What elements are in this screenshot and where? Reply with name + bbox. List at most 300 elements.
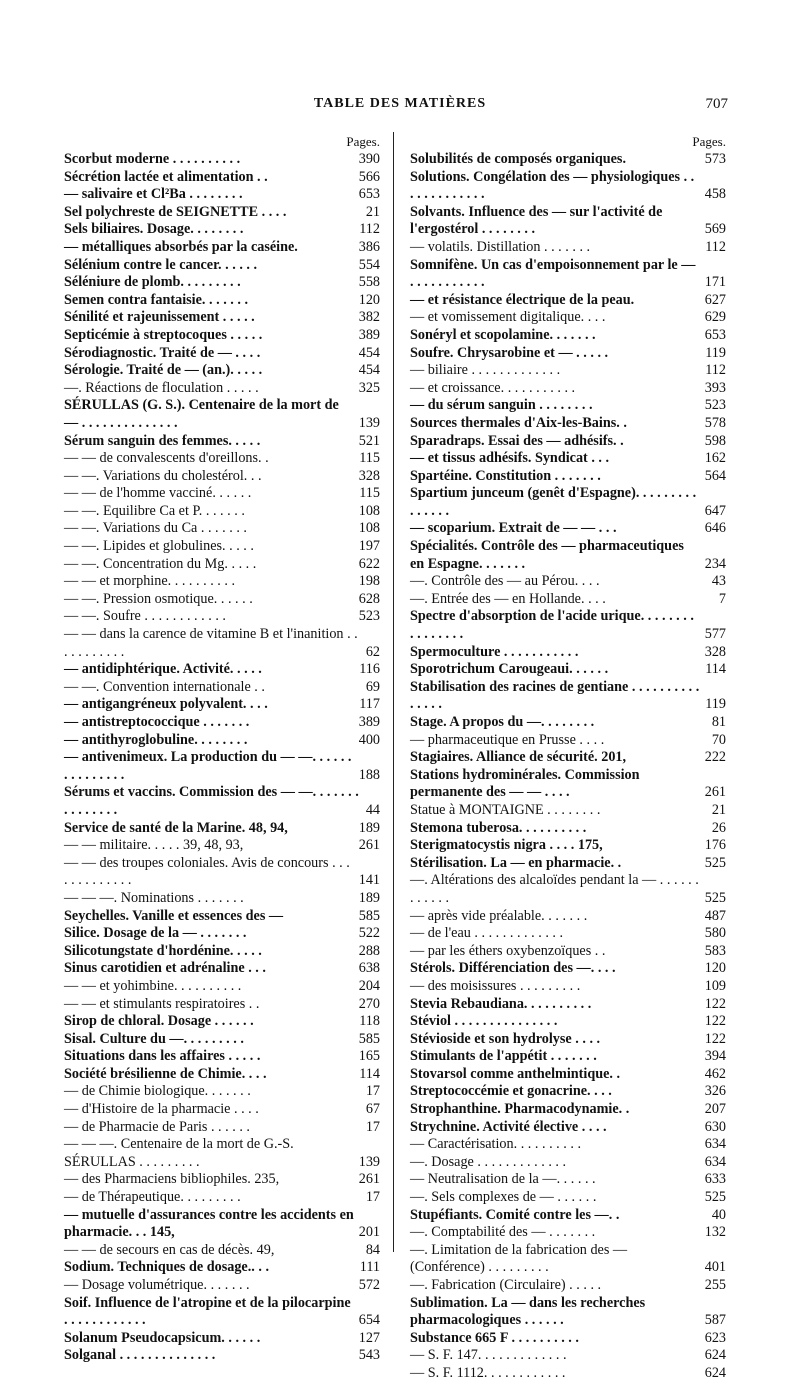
index-entry xyxy=(64,257,380,275)
index-entry xyxy=(410,872,726,907)
entry-page: 629 xyxy=(704,309,726,326)
entry-page: 390 xyxy=(358,151,380,167)
entry-page: 111 xyxy=(359,1259,380,1276)
index-column-left xyxy=(64,132,380,1365)
entry-page: 653 xyxy=(704,326,726,343)
index-entry xyxy=(410,292,726,310)
entry-text: —. Comptabilité des — . . . . . . . xyxy=(410,1224,596,1241)
entry-text: Sécrétion lactée et alimentation . . xyxy=(64,168,268,185)
entry-page: 401 xyxy=(704,1259,726,1276)
entry-text: — antithyroglobuline. . . . . . . . xyxy=(64,731,248,748)
index-entry xyxy=(64,186,380,204)
entry-page: 583 xyxy=(704,942,726,959)
index-entry xyxy=(410,1242,726,1277)
entry-page: 630 xyxy=(704,1118,726,1135)
entry-text: Stéviol . . . . . . . . . . . . . . . xyxy=(410,1013,558,1030)
entry-page: 634 xyxy=(704,1136,726,1153)
entry-page: 112 xyxy=(705,238,726,255)
index-entry xyxy=(64,626,380,661)
entry-text: — scoparium. Extrait de — — . . . xyxy=(410,520,617,537)
entry-text: Stations hydrominérales. Commission permanente des — — . . . . xyxy=(410,766,640,801)
entry-text: Scorbut moderne . . . . . . . . . . xyxy=(64,151,241,167)
entry-page: 564 xyxy=(704,467,726,484)
entry-text: Silicotungstate d'hordénine. . . . . xyxy=(64,942,262,959)
entry-page: 255 xyxy=(704,1277,726,1293)
entry-text: — antivenimeux. La production du — —. . . . . . . . . . . . . . . xyxy=(64,749,352,783)
index-entry xyxy=(410,415,726,433)
entry-page: 197 xyxy=(358,538,380,555)
entry-text: Sublimation. La — dans les recherches pharmacologiques . . . . . . xyxy=(410,1294,646,1329)
entry-text: Solvants. Influence des — sur l'activité de l'ergostérol . . . . . . . . xyxy=(410,203,663,238)
entry-page: 577 xyxy=(704,626,726,643)
entry-page: 234 xyxy=(704,555,726,572)
entry-text: — des Pharmaciens bibliophiles. 235, xyxy=(64,1171,280,1188)
entry-page: 67 xyxy=(365,1101,380,1118)
index-entry xyxy=(64,292,380,310)
entry-text: — de Chimie biologique. . . . . . . xyxy=(64,1083,251,1100)
entry-text: Silice. Dosage de la — . . . . . . . xyxy=(64,925,247,942)
index-entry xyxy=(64,696,380,714)
index-entry xyxy=(410,714,726,732)
entry-text: Sodium. Techniques de dosage.. . . xyxy=(64,1259,269,1276)
entry-text: Strophanthine. Pharmacodynamie. . xyxy=(410,1101,630,1118)
index-entry xyxy=(410,925,726,943)
index-entry xyxy=(64,362,380,380)
page-header xyxy=(0,96,800,118)
index-entry xyxy=(410,1347,726,1365)
entry-page: 189 xyxy=(358,889,380,906)
entry-page: 628 xyxy=(358,590,380,607)
entry-text: — de l'eau . . . . . . . . . . . . . xyxy=(410,925,564,942)
entry-page: 572 xyxy=(358,1277,380,1293)
entry-text: Sel polychreste de SEIGNETTE . . . . xyxy=(64,203,287,220)
index-entry xyxy=(64,309,380,327)
entry-text: — et résistance électrique de la peau. xyxy=(410,291,635,308)
index-entry xyxy=(410,1031,726,1049)
entry-page: 120 xyxy=(358,291,380,308)
entry-text: — de Thérapeutique. . . . . . . . . xyxy=(64,1189,241,1206)
index-entry xyxy=(64,1066,380,1084)
entry-text: Sisal. Culture du —. . . . . . . . . xyxy=(64,1030,244,1047)
entry-page: 120 xyxy=(704,960,726,977)
entry-text: — —. Variations du cholestérol. . . xyxy=(64,467,262,484)
index-entry xyxy=(410,1365,726,1383)
entry-page: 522 xyxy=(358,925,380,942)
entry-page: 585 xyxy=(358,907,380,924)
index-entry xyxy=(410,1136,726,1154)
entry-page: 261 xyxy=(704,784,726,801)
entry-page: 654 xyxy=(358,1312,380,1329)
entry-text: Stovarsol comme anthelmintique. . xyxy=(410,1065,621,1082)
entry-page: 622 xyxy=(358,555,380,572)
entry-text: Sérodiagnostic. Traité de — . . . . xyxy=(64,344,261,361)
entry-page: 44 xyxy=(365,801,380,818)
entry-page: 328 xyxy=(704,643,726,660)
entry-text: — S. F. 147. . . . . . . . . . . . . xyxy=(410,1347,567,1364)
entry-text: Stabilisation des racines de gentiane . . . . . . . . . . . . . . . xyxy=(410,678,700,713)
index-entry xyxy=(410,820,726,838)
entry-page: 40 xyxy=(711,1206,726,1223)
entry-page: 114 xyxy=(705,661,726,678)
entry-text: Société brésilienne de Chimie. . . . xyxy=(64,1065,267,1082)
entry-text: — d'Histoire de la pharmacie . . . . xyxy=(64,1101,259,1118)
entry-text: — de Pharmacie de Paris . . . . . . xyxy=(64,1118,250,1135)
entry-text: — par les éthers oxybenzoïques . . xyxy=(410,942,606,959)
index-entry xyxy=(410,1189,726,1207)
index-entry xyxy=(64,1277,380,1295)
entry-text: —. Altérations des alcaloïdes pendant la — . . . . . . . . . . . . xyxy=(410,872,699,906)
index-entry xyxy=(64,345,380,363)
entry-page: 188 xyxy=(358,766,380,783)
entry-text: — et vomissement digitalique. . . . xyxy=(410,309,606,326)
index-entry xyxy=(410,608,726,643)
index-entry xyxy=(410,1207,726,1225)
entry-text: Stévioside et son hydrolyse . . . . xyxy=(410,1030,601,1047)
index-entry xyxy=(410,450,726,468)
index-entry xyxy=(410,1295,726,1330)
entry-text: — Neutralisation de la —. . . . . . xyxy=(410,1171,596,1188)
entry-text: Soufre. Chrysarobine et — . . . . . xyxy=(410,344,609,361)
entry-page: 558 xyxy=(358,274,380,291)
entry-text: Statue à MONTAIGNE . . . . . . . . xyxy=(410,801,601,818)
index-entry xyxy=(410,433,726,451)
index-entry xyxy=(64,450,380,468)
entry-text: Solutions. Congélation des — physiologiques . . . . . . . . . . . . . xyxy=(410,168,695,203)
entry-page: 525 xyxy=(704,854,726,871)
index-entry xyxy=(410,1171,726,1189)
index-entry xyxy=(410,767,726,802)
entry-text: — des moisissures . . . . . . . . . xyxy=(410,977,581,994)
entry-page: 204 xyxy=(358,977,380,994)
entry-text: Sérum sanguin des femmes. . . . . xyxy=(64,432,261,449)
index-entry xyxy=(410,1277,726,1295)
entry-text: Semen contra fantaisie. . . . . . . xyxy=(64,291,249,308)
entry-text: Sels biliaires. Dosage. . . . . . . . xyxy=(64,221,244,238)
entry-text: — S. F. 1112. . . . . . . . . . . . xyxy=(410,1364,566,1381)
entry-page: 454 xyxy=(358,362,380,379)
index-entry xyxy=(410,644,726,662)
index-entry xyxy=(64,890,380,908)
entry-page: 454 xyxy=(358,344,380,361)
entry-text: —. Dosage . . . . . . . . . . . . . xyxy=(410,1153,567,1170)
entry-page: 585 xyxy=(358,1030,380,1047)
index-entry xyxy=(410,996,726,1014)
entry-page: 81 xyxy=(711,714,726,730)
index-entry xyxy=(410,591,726,609)
index-entry xyxy=(64,1119,380,1137)
entry-page: 116 xyxy=(359,661,380,678)
entry-text: — du sérum sanguin . . . . . . . . xyxy=(410,397,593,414)
entry-text: Soif. Influence de l'atropine et de la pilocarpine . . . . . . . . . . . . xyxy=(64,1294,351,1329)
entry-text: —. Sels complexes de — . . . . . . xyxy=(410,1189,597,1206)
entry-text: Stérilisation. La — en pharmacie. . xyxy=(410,854,622,871)
entry-page: 525 xyxy=(704,889,726,906)
entry-page: 70 xyxy=(711,731,726,748)
entry-page: 633 xyxy=(704,1171,726,1188)
entry-text: — et tissus adhésifs. Syndicat . . . xyxy=(410,450,610,467)
index-entry xyxy=(64,538,380,556)
entry-text: — —. Lipides et globulines. . . . . xyxy=(64,538,254,555)
entry-text: Sénilité et rajeunissement . . . . . xyxy=(64,309,255,326)
index-entry xyxy=(64,503,380,521)
index-entry xyxy=(64,204,380,222)
entry-page: 624 xyxy=(704,1364,726,1381)
running-title: TABLE DES MATIÈRES xyxy=(313,96,487,111)
entry-page: 389 xyxy=(358,326,380,343)
entry-text: — volatils. Distillation . . . . . . . xyxy=(410,238,591,255)
entry-text: Situations dans les affaires . . . . . xyxy=(64,1048,261,1065)
entry-text: — mutuelle d'assurances contre les accidents en pharmacie. . . 145, xyxy=(64,1206,354,1241)
entry-text: — — dans la carence de vitamine B et l'inanition . . . . . . . . . . . xyxy=(64,626,358,660)
entry-page: 523 xyxy=(358,608,380,625)
entry-text: Service de santé de la Marine. 48, 94, xyxy=(64,819,288,836)
index-entry xyxy=(64,1207,380,1242)
entry-text: Sélénium contre le cancer. . . . . . xyxy=(64,256,258,273)
entry-page: 627 xyxy=(704,291,726,308)
index-entry xyxy=(64,221,380,239)
index-entry xyxy=(64,1031,380,1049)
entry-page: 141 xyxy=(358,872,380,889)
entry-text: —. Réactions de floculation . . . . . xyxy=(64,379,259,396)
entry-page: 17 xyxy=(365,1189,380,1206)
entry-page: 261 xyxy=(358,1171,380,1188)
entry-page: 43 xyxy=(711,573,726,590)
entry-page: 554 xyxy=(358,256,380,273)
index-column-right xyxy=(410,132,726,1383)
entry-text: — métalliques absorbés par la caséine. xyxy=(64,238,298,255)
entry-page: 171 xyxy=(704,274,726,291)
entry-text: Sinus carotidien et adrénaline . . . xyxy=(64,960,266,977)
entry-page: 118 xyxy=(359,1013,380,1030)
index-entry xyxy=(64,274,380,292)
index-entry xyxy=(410,908,726,926)
index-entry xyxy=(64,978,380,996)
index-entry xyxy=(410,661,726,679)
entry-page: 653 xyxy=(358,186,380,203)
entry-text: —. Entrée des — en Hollande. . . . xyxy=(410,590,606,607)
index-entry xyxy=(410,802,726,820)
entry-page: 386 xyxy=(358,238,380,255)
entry-text: — — des troupes coloniales. Avis de concours . . . . . . . . . . . . . xyxy=(64,854,350,889)
entry-text: Strychnine. Activité élective . . . . xyxy=(410,1118,607,1135)
index-entry xyxy=(410,151,726,169)
entry-text: — Caractérisation. . . . . . . . . . xyxy=(410,1136,581,1153)
entry-text: — salivaire et Cl²Ba . . . . . . . . xyxy=(64,186,243,203)
entry-page: 127 xyxy=(358,1329,380,1346)
entry-text: Sporotrichum Carougeaui. . . . . . xyxy=(410,661,609,678)
index-entry xyxy=(64,1101,380,1119)
entry-page: 115 xyxy=(359,450,380,467)
index-entry xyxy=(64,996,380,1014)
entry-page: 623 xyxy=(704,1329,726,1346)
entry-page: 21 xyxy=(711,801,726,818)
entry-page: 189 xyxy=(358,819,380,836)
pages-label: Pages. xyxy=(692,134,726,149)
entry-page: 638 xyxy=(358,960,380,977)
entry-text: Substance 665 F . . . . . . . . . . xyxy=(410,1329,579,1346)
entry-page: 573 xyxy=(704,151,726,167)
entry-text: Spécialités. Contrôle des — pharmaceutiques en Espagne. . . . . . . xyxy=(410,538,684,572)
entry-text: Spermoculture . . . . . . . . . . . xyxy=(410,643,579,660)
entry-text: Stagiaires. Alliance de sécurité. 201, xyxy=(410,749,627,766)
index-entry xyxy=(410,679,726,714)
index-entry xyxy=(64,661,380,679)
entry-text: — antistreptococcique . . . . . . . xyxy=(64,714,250,730)
entry-page: 139 xyxy=(358,414,380,431)
entry-page: 122 xyxy=(704,1030,726,1047)
index-entry xyxy=(410,1154,726,1172)
entry-page: 634 xyxy=(704,1153,726,1170)
entry-page: 21 xyxy=(365,203,380,220)
entry-page: 198 xyxy=(358,573,380,590)
entry-page: 201 xyxy=(358,1224,380,1241)
entry-text: — —. Soufre . . . . . . . . . . . . xyxy=(64,608,226,625)
index-entry xyxy=(410,1083,726,1101)
entry-text: — — —. Nominations . . . . . . . xyxy=(64,889,244,906)
index-entry xyxy=(64,1347,380,1365)
index-entry xyxy=(64,169,380,187)
index-entry xyxy=(410,1119,726,1137)
index-entry xyxy=(64,327,380,345)
index-entry xyxy=(410,978,726,996)
index-entry xyxy=(64,732,380,750)
entry-page: 569 xyxy=(704,221,726,238)
entry-page: 580 xyxy=(704,925,726,942)
page-number: 707 xyxy=(705,96,728,112)
index-entry xyxy=(64,960,380,978)
entry-page: 112 xyxy=(705,362,726,379)
index-entry xyxy=(64,485,380,503)
index-entry xyxy=(410,749,726,767)
entry-text: — —. Variations du Ca . . . . . . . xyxy=(64,520,247,537)
entry-text: Sérums et vaccins. Commission des — —. . . . . . . . . . . . . . . xyxy=(64,784,359,818)
entry-page: 566 xyxy=(358,168,380,185)
index-entry xyxy=(410,397,726,415)
index-entry xyxy=(64,1242,380,1260)
index-entry xyxy=(410,485,726,520)
index-entry xyxy=(64,679,380,697)
entry-page: 523 xyxy=(704,397,726,414)
entry-page: 328 xyxy=(358,467,380,484)
index-entry xyxy=(64,239,380,257)
entry-page: 288 xyxy=(358,942,380,959)
entry-text: Spectre d'absorption de l'acide urique. . . . . . . . . . . . . . . . xyxy=(410,608,694,643)
entry-page: 222 xyxy=(704,749,726,766)
entry-text: — après vide préalable. . . . . . . xyxy=(410,907,588,924)
entry-page: 487 xyxy=(704,907,726,924)
index-entry xyxy=(64,1330,380,1348)
entry-text: Solganal . . . . . . . . . . . . . . xyxy=(64,1347,216,1364)
entry-text: Stérols. Différenciation des —. . . . xyxy=(410,960,616,977)
entry-text: — —. Convention internationale . . xyxy=(64,678,265,695)
entry-text: — — et morphine. . . . . . . . . . xyxy=(64,573,236,590)
entry-text: — —. Concentration du Mg. . . . . xyxy=(64,555,257,572)
entry-page: 458 xyxy=(704,186,726,203)
entry-page: 462 xyxy=(704,1065,726,1082)
entry-page: 521 xyxy=(358,432,380,449)
entry-page: 117 xyxy=(359,696,380,713)
entry-page: 624 xyxy=(704,1347,726,1364)
entry-text: — — de convalescents d'oreillons. . xyxy=(64,450,269,467)
entry-text: —. Contrôle des — au Pérou. . . . xyxy=(410,573,600,590)
entry-text: — — de l'homme vacciné. . . . . . xyxy=(64,485,252,502)
entry-text: Stupéfiants. Comité contre les —. . xyxy=(410,1206,620,1223)
index-entry xyxy=(64,433,380,451)
entry-text: Somnifène. Un cas d'empoisonnement par le — . . . . . . . . . . . xyxy=(410,256,696,291)
index-entry xyxy=(64,468,380,486)
entry-text: Septicémie à streptocoques . . . . . xyxy=(64,326,263,343)
entry-text: —. Limitation de la fabrication des — (Conférence) . . . . . . . . . xyxy=(410,1241,628,1276)
index-entry xyxy=(64,151,380,169)
entry-text: Stevia Rebaudiana. . . . . . . . . . xyxy=(410,995,592,1012)
entry-text: Stage. A propos du —. . . . . . . . xyxy=(410,714,595,730)
entry-text: Sparadraps. Essai des — adhésifs. . xyxy=(410,432,624,449)
entry-page: 119 xyxy=(705,696,726,713)
entry-text: Spartium junceum (genêt d'Espagne). . . . . . . . . . . . . . . xyxy=(410,485,697,519)
entry-page: 270 xyxy=(358,995,380,1012)
index-entry xyxy=(410,1013,726,1031)
entry-page: 393 xyxy=(704,379,726,396)
index-entry xyxy=(410,204,726,239)
index-entry xyxy=(410,1048,726,1066)
index-entry xyxy=(410,239,726,257)
pages-label: Pages. xyxy=(346,134,380,149)
index-entry xyxy=(64,925,380,943)
index-entry xyxy=(410,960,726,978)
entry-page: 165 xyxy=(358,1048,380,1065)
index-entry xyxy=(64,608,380,626)
entry-page: 122 xyxy=(704,995,726,1012)
entry-page: 578 xyxy=(704,414,726,431)
index-entry xyxy=(64,908,380,926)
entry-page: 17 xyxy=(365,1083,380,1100)
entry-page: 647 xyxy=(704,502,726,519)
index-entry xyxy=(410,837,726,855)
entry-text: — antigangréneux polyvalent. . . . xyxy=(64,696,268,713)
entry-text: Seychelles. Vanille et essences des — xyxy=(64,907,284,924)
entry-text: — biliaire . . . . . . . . . . . . . xyxy=(410,362,561,379)
entry-text: — — militaire. . . . . 39, 48, 93, xyxy=(64,837,244,854)
index-entry xyxy=(64,1013,380,1031)
entry-text: Séléniure de plomb. . . . . . . . . xyxy=(64,274,241,291)
entry-text: Sérologie. Traité de — (an.). . . . . xyxy=(64,362,263,379)
index-entry xyxy=(410,520,726,538)
entry-page: 119 xyxy=(705,344,726,361)
entry-text: — —. Equilibre Ca et P. . . . . . . xyxy=(64,502,245,519)
index-entry xyxy=(64,943,380,961)
entry-page: 26 xyxy=(711,819,726,836)
index-entry xyxy=(410,345,726,363)
index-entry xyxy=(64,1259,380,1277)
index-entry xyxy=(410,362,726,380)
entry-page: 108 xyxy=(358,520,380,537)
entry-page: 162 xyxy=(704,450,726,467)
entry-text: Sources thermales d'Aix-les-Bains. . xyxy=(410,414,627,431)
index-entry xyxy=(410,573,726,591)
index-entry xyxy=(410,309,726,327)
index-entry xyxy=(64,397,380,432)
entry-text: Solubilités de composés organiques. xyxy=(410,151,626,167)
entry-page: 176 xyxy=(704,837,726,854)
index-entry xyxy=(64,837,380,855)
index-entry xyxy=(410,257,726,292)
entry-text: Sirop de chloral. Dosage . . . . . . xyxy=(64,1013,254,1030)
entry-text: — — de secours en cas de décès. 49, xyxy=(64,1241,275,1258)
index-entry xyxy=(64,1295,380,1330)
entry-page: 261 xyxy=(358,837,380,854)
index-entry xyxy=(410,538,726,573)
entry-page: 525 xyxy=(704,1189,726,1206)
